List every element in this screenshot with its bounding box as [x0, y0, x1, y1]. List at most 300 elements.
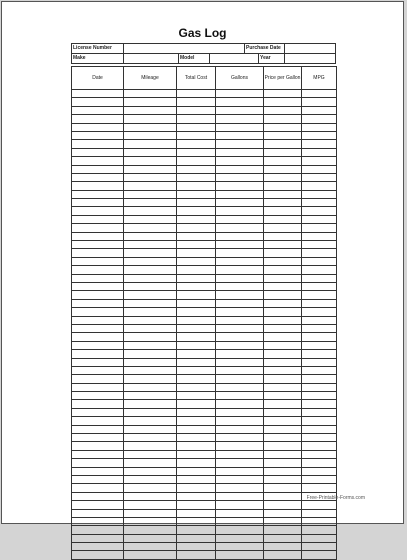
log-cell[interactable] [302, 475, 337, 483]
log-cell[interactable] [177, 375, 216, 383]
log-cell[interactable] [216, 501, 264, 509]
log-cell[interactable] [216, 526, 264, 534]
log-cell[interactable] [216, 173, 264, 181]
log-cell[interactable] [177, 459, 216, 467]
log-cell[interactable] [177, 358, 216, 366]
log-cell[interactable] [72, 165, 124, 173]
log-cell[interactable] [302, 90, 337, 98]
log-cell[interactable] [72, 341, 124, 349]
log-cell[interactable] [177, 157, 216, 165]
model-field[interactable] [210, 54, 259, 64]
log-cell[interactable] [124, 501, 177, 509]
make-field[interactable] [124, 54, 179, 64]
log-cell[interactable] [124, 450, 177, 458]
log-cell[interactable] [177, 400, 216, 408]
log-cell[interactable] [216, 534, 264, 542]
log-cell[interactable] [216, 383, 264, 391]
log-cell[interactable] [177, 383, 216, 391]
log-cell[interactable] [124, 90, 177, 98]
log-cell[interactable] [302, 509, 337, 517]
log-cell[interactable] [264, 459, 302, 467]
log-cell[interactable] [177, 115, 216, 123]
log-cell[interactable] [124, 383, 177, 391]
log-cell[interactable] [302, 299, 337, 307]
log-cell[interactable] [264, 534, 302, 542]
log-cell[interactable] [72, 224, 124, 232]
log-cell[interactable] [264, 98, 302, 106]
log-cell[interactable] [216, 492, 264, 500]
log-cell[interactable] [72, 199, 124, 207]
log-cell[interactable] [72, 434, 124, 442]
log-cell[interactable] [216, 375, 264, 383]
log-cell[interactable] [216, 131, 264, 139]
log-cell[interactable] [264, 282, 302, 290]
log-cell[interactable] [177, 299, 216, 307]
log-cell[interactable] [124, 509, 177, 517]
log-cell[interactable] [302, 173, 337, 181]
log-cell[interactable] [124, 534, 177, 542]
log-cell[interactable] [302, 308, 337, 316]
log-cell[interactable] [264, 232, 302, 240]
log-cell[interactable] [302, 241, 337, 249]
log-cell[interactable] [216, 257, 264, 265]
log-cell[interactable] [302, 358, 337, 366]
log-cell[interactable] [264, 392, 302, 400]
log-cell[interactable] [177, 316, 216, 324]
log-cell[interactable] [72, 509, 124, 517]
log-cell[interactable] [124, 400, 177, 408]
log-cell[interactable] [302, 526, 337, 534]
log-cell[interactable] [302, 442, 337, 450]
log-cell[interactable] [216, 308, 264, 316]
log-cell[interactable] [177, 165, 216, 173]
log-cell[interactable] [177, 98, 216, 106]
log-cell[interactable] [72, 282, 124, 290]
log-cell[interactable] [302, 467, 337, 475]
log-cell[interactable] [264, 241, 302, 249]
log-cell[interactable] [264, 140, 302, 148]
log-cell[interactable] [72, 501, 124, 509]
log-cell[interactable] [177, 509, 216, 517]
log-cell[interactable] [216, 467, 264, 475]
log-cell[interactable] [177, 392, 216, 400]
log-cell[interactable] [177, 215, 216, 223]
log-cell[interactable] [216, 140, 264, 148]
log-cell[interactable] [264, 383, 302, 391]
log-cell[interactable] [177, 257, 216, 265]
log-cell[interactable] [264, 123, 302, 131]
log-cell[interactable] [124, 266, 177, 274]
log-cell[interactable] [264, 492, 302, 500]
log-cell[interactable] [302, 350, 337, 358]
log-cell[interactable] [216, 425, 264, 433]
log-cell[interactable] [124, 115, 177, 123]
log-cell[interactable] [72, 450, 124, 458]
log-cell[interactable] [302, 450, 337, 458]
log-cell[interactable] [177, 274, 216, 282]
log-cell[interactable] [124, 526, 177, 534]
log-cell[interactable] [216, 182, 264, 190]
log-cell[interactable] [72, 358, 124, 366]
log-cell[interactable] [72, 333, 124, 341]
log-cell[interactable] [72, 408, 124, 416]
log-cell[interactable] [264, 517, 302, 525]
log-cell[interactable] [264, 190, 302, 198]
log-cell[interactable] [72, 442, 124, 450]
log-cell[interactable] [264, 291, 302, 299]
log-cell[interactable] [302, 425, 337, 433]
log-cell[interactable] [302, 341, 337, 349]
log-cell[interactable] [264, 434, 302, 442]
log-cell[interactable] [124, 425, 177, 433]
log-cell[interactable] [177, 417, 216, 425]
log-cell[interactable] [124, 249, 177, 257]
log-cell[interactable] [216, 484, 264, 492]
log-cell[interactable] [124, 350, 177, 358]
log-cell[interactable] [72, 467, 124, 475]
log-cell[interactable] [264, 450, 302, 458]
log-cell[interactable] [177, 199, 216, 207]
log-cell[interactable] [302, 484, 337, 492]
log-cell[interactable] [264, 509, 302, 517]
log-cell[interactable] [72, 492, 124, 500]
log-cell[interactable] [124, 358, 177, 366]
log-cell[interactable] [124, 316, 177, 324]
log-cell[interactable] [124, 392, 177, 400]
log-cell[interactable] [264, 366, 302, 374]
log-cell[interactable] [124, 232, 177, 240]
log-cell[interactable] [177, 333, 216, 341]
log-cell[interactable] [302, 534, 337, 542]
log-cell[interactable] [124, 341, 177, 349]
log-cell[interactable] [177, 291, 216, 299]
log-cell[interactable] [302, 392, 337, 400]
log-cell[interactable] [124, 207, 177, 215]
log-cell[interactable] [302, 434, 337, 442]
log-cell[interactable] [216, 224, 264, 232]
log-cell[interactable] [216, 450, 264, 458]
log-cell[interactable] [264, 157, 302, 165]
log-cell[interactable] [302, 333, 337, 341]
log-cell[interactable] [72, 551, 124, 559]
log-cell[interactable] [302, 232, 337, 240]
log-cell[interactable] [177, 224, 216, 232]
log-cell[interactable] [264, 543, 302, 551]
log-cell[interactable] [302, 131, 337, 139]
log-cell[interactable] [264, 257, 302, 265]
log-cell[interactable] [177, 140, 216, 148]
log-cell[interactable] [264, 266, 302, 274]
log-cell[interactable] [302, 501, 337, 509]
log-cell[interactable] [124, 366, 177, 374]
log-cell[interactable] [302, 517, 337, 525]
log-cell[interactable] [216, 98, 264, 106]
log-cell[interactable] [124, 148, 177, 156]
log-cell[interactable] [177, 266, 216, 274]
log-cell[interactable] [72, 291, 124, 299]
log-cell[interactable] [302, 266, 337, 274]
log-cell[interactable] [177, 249, 216, 257]
log-cell[interactable] [264, 173, 302, 181]
log-cell[interactable] [302, 224, 337, 232]
log-cell[interactable] [216, 123, 264, 131]
log-cell[interactable] [264, 475, 302, 483]
log-cell[interactable] [177, 182, 216, 190]
log-cell[interactable] [302, 274, 337, 282]
log-cell[interactable] [302, 324, 337, 332]
log-cell[interactable] [264, 350, 302, 358]
log-cell[interactable] [264, 333, 302, 341]
log-cell[interactable] [216, 324, 264, 332]
log-cell[interactable] [72, 517, 124, 525]
log-cell[interactable] [124, 123, 177, 131]
log-cell[interactable] [124, 182, 177, 190]
log-cell[interactable] [302, 316, 337, 324]
log-cell[interactable] [124, 467, 177, 475]
log-cell[interactable] [302, 543, 337, 551]
log-cell[interactable] [216, 232, 264, 240]
log-cell[interactable] [264, 90, 302, 98]
log-cell[interactable] [264, 400, 302, 408]
log-cell[interactable] [124, 173, 177, 181]
log-cell[interactable] [72, 543, 124, 551]
log-cell[interactable] [124, 475, 177, 483]
log-cell[interactable] [177, 450, 216, 458]
log-cell[interactable] [302, 249, 337, 257]
log-cell[interactable] [124, 375, 177, 383]
log-cell[interactable] [264, 467, 302, 475]
log-cell[interactable] [72, 375, 124, 383]
log-cell[interactable] [177, 123, 216, 131]
log-cell[interactable] [124, 492, 177, 500]
log-cell[interactable] [177, 501, 216, 509]
log-cell[interactable] [177, 308, 216, 316]
log-cell[interactable] [72, 140, 124, 148]
log-cell[interactable] [124, 551, 177, 559]
log-cell[interactable] [302, 182, 337, 190]
log-cell[interactable] [216, 358, 264, 366]
log-cell[interactable] [72, 157, 124, 165]
log-cell[interactable] [177, 148, 216, 156]
log-cell[interactable] [72, 392, 124, 400]
log-cell[interactable] [177, 543, 216, 551]
log-cell[interactable] [302, 148, 337, 156]
log-cell[interactable] [216, 366, 264, 374]
log-cell[interactable] [124, 434, 177, 442]
log-cell[interactable] [72, 274, 124, 282]
log-cell[interactable] [124, 291, 177, 299]
log-cell[interactable] [264, 408, 302, 416]
log-cell[interactable] [124, 459, 177, 467]
log-cell[interactable] [124, 274, 177, 282]
license-number-field[interactable] [124, 44, 245, 54]
log-cell[interactable] [124, 517, 177, 525]
log-cell[interactable] [72, 131, 124, 139]
log-cell[interactable] [124, 484, 177, 492]
log-cell[interactable] [124, 543, 177, 551]
log-cell[interactable] [177, 131, 216, 139]
purchase-date-field[interactable] [285, 44, 336, 54]
log-cell[interactable] [302, 383, 337, 391]
log-cell[interactable] [264, 501, 302, 509]
log-cell[interactable] [124, 165, 177, 173]
log-cell[interactable] [216, 215, 264, 223]
log-cell[interactable] [216, 190, 264, 198]
log-cell[interactable] [264, 199, 302, 207]
log-cell[interactable] [72, 148, 124, 156]
log-cell[interactable] [124, 408, 177, 416]
log-cell[interactable] [72, 425, 124, 433]
log-cell[interactable] [72, 366, 124, 374]
log-cell[interactable] [216, 400, 264, 408]
log-cell[interactable] [216, 115, 264, 123]
log-cell[interactable] [72, 207, 124, 215]
log-cell[interactable] [216, 333, 264, 341]
log-cell[interactable] [124, 157, 177, 165]
log-cell[interactable] [72, 98, 124, 106]
log-cell[interactable] [177, 408, 216, 416]
log-cell[interactable] [302, 400, 337, 408]
log-cell[interactable] [216, 475, 264, 483]
log-cell[interactable] [264, 115, 302, 123]
log-cell[interactable] [177, 534, 216, 542]
log-cell[interactable] [177, 442, 216, 450]
log-cell[interactable] [302, 165, 337, 173]
log-cell[interactable] [177, 467, 216, 475]
log-cell[interactable] [124, 215, 177, 223]
log-cell[interactable] [264, 106, 302, 114]
log-cell[interactable] [72, 475, 124, 483]
log-cell[interactable] [264, 484, 302, 492]
log-cell[interactable] [264, 324, 302, 332]
log-cell[interactable] [216, 157, 264, 165]
log-cell[interactable] [216, 199, 264, 207]
log-cell[interactable] [216, 442, 264, 450]
log-cell[interactable] [177, 492, 216, 500]
log-cell[interactable] [124, 190, 177, 198]
log-cell[interactable] [177, 517, 216, 525]
log-cell[interactable] [124, 333, 177, 341]
log-cell[interactable] [72, 123, 124, 131]
log-cell[interactable] [72, 308, 124, 316]
log-cell[interactable] [72, 115, 124, 123]
log-cell[interactable] [302, 157, 337, 165]
log-cell[interactable] [302, 257, 337, 265]
log-cell[interactable] [302, 115, 337, 123]
log-cell[interactable] [72, 316, 124, 324]
log-cell[interactable] [124, 257, 177, 265]
log-cell[interactable] [124, 98, 177, 106]
log-cell[interactable] [72, 190, 124, 198]
log-cell[interactable] [124, 417, 177, 425]
log-cell[interactable] [216, 90, 264, 98]
log-cell[interactable] [72, 90, 124, 98]
log-cell[interactable] [72, 173, 124, 181]
log-cell[interactable] [72, 215, 124, 223]
log-cell[interactable] [72, 106, 124, 114]
log-cell[interactable] [124, 199, 177, 207]
log-cell[interactable] [264, 316, 302, 324]
log-cell[interactable] [216, 341, 264, 349]
log-cell[interactable] [302, 459, 337, 467]
log-cell[interactable] [216, 241, 264, 249]
log-cell[interactable] [124, 106, 177, 114]
log-cell[interactable] [264, 299, 302, 307]
log-cell[interactable] [264, 274, 302, 282]
log-cell[interactable] [216, 392, 264, 400]
log-cell[interactable] [216, 316, 264, 324]
log-cell[interactable] [216, 551, 264, 559]
log-cell[interactable] [264, 182, 302, 190]
log-cell[interactable] [216, 249, 264, 257]
log-cell[interactable] [264, 308, 302, 316]
log-cell[interactable] [177, 526, 216, 534]
log-cell[interactable] [264, 358, 302, 366]
log-cell[interactable] [302, 417, 337, 425]
log-cell[interactable] [177, 475, 216, 483]
log-cell[interactable] [177, 106, 216, 114]
log-cell[interactable] [216, 417, 264, 425]
log-cell[interactable] [302, 215, 337, 223]
log-cell[interactable] [302, 106, 337, 114]
log-cell[interactable] [177, 350, 216, 358]
log-cell[interactable] [264, 551, 302, 559]
log-cell[interactable] [72, 417, 124, 425]
log-cell[interactable] [216, 291, 264, 299]
log-cell[interactable] [216, 509, 264, 517]
log-cell[interactable] [216, 434, 264, 442]
log-cell[interactable] [124, 131, 177, 139]
log-cell[interactable] [264, 375, 302, 383]
log-cell[interactable] [302, 190, 337, 198]
log-cell[interactable] [216, 148, 264, 156]
log-cell[interactable] [177, 434, 216, 442]
log-cell[interactable] [72, 526, 124, 534]
log-cell[interactable] [177, 324, 216, 332]
log-cell[interactable] [177, 90, 216, 98]
log-cell[interactable] [264, 207, 302, 215]
log-cell[interactable] [177, 425, 216, 433]
log-cell[interactable] [72, 257, 124, 265]
log-cell[interactable] [264, 442, 302, 450]
log-cell[interactable] [302, 123, 337, 131]
log-cell[interactable] [216, 106, 264, 114]
log-cell[interactable] [177, 173, 216, 181]
log-cell[interactable] [177, 366, 216, 374]
log-cell[interactable] [216, 299, 264, 307]
log-cell[interactable] [216, 282, 264, 290]
log-cell[interactable] [177, 232, 216, 240]
log-cell[interactable] [264, 249, 302, 257]
log-cell[interactable] [72, 459, 124, 467]
log-cell[interactable] [72, 400, 124, 408]
log-cell[interactable] [302, 551, 337, 559]
log-cell[interactable] [72, 534, 124, 542]
log-cell[interactable] [216, 350, 264, 358]
log-cell[interactable] [177, 190, 216, 198]
log-cell[interactable] [124, 299, 177, 307]
log-cell[interactable] [216, 207, 264, 215]
log-cell[interactable] [124, 308, 177, 316]
log-cell[interactable] [302, 366, 337, 374]
log-cell[interactable] [177, 484, 216, 492]
log-cell[interactable] [72, 232, 124, 240]
log-cell[interactable] [302, 282, 337, 290]
log-cell[interactable] [216, 165, 264, 173]
log-cell[interactable] [216, 274, 264, 282]
log-cell[interactable] [124, 282, 177, 290]
log-cell[interactable] [216, 408, 264, 416]
